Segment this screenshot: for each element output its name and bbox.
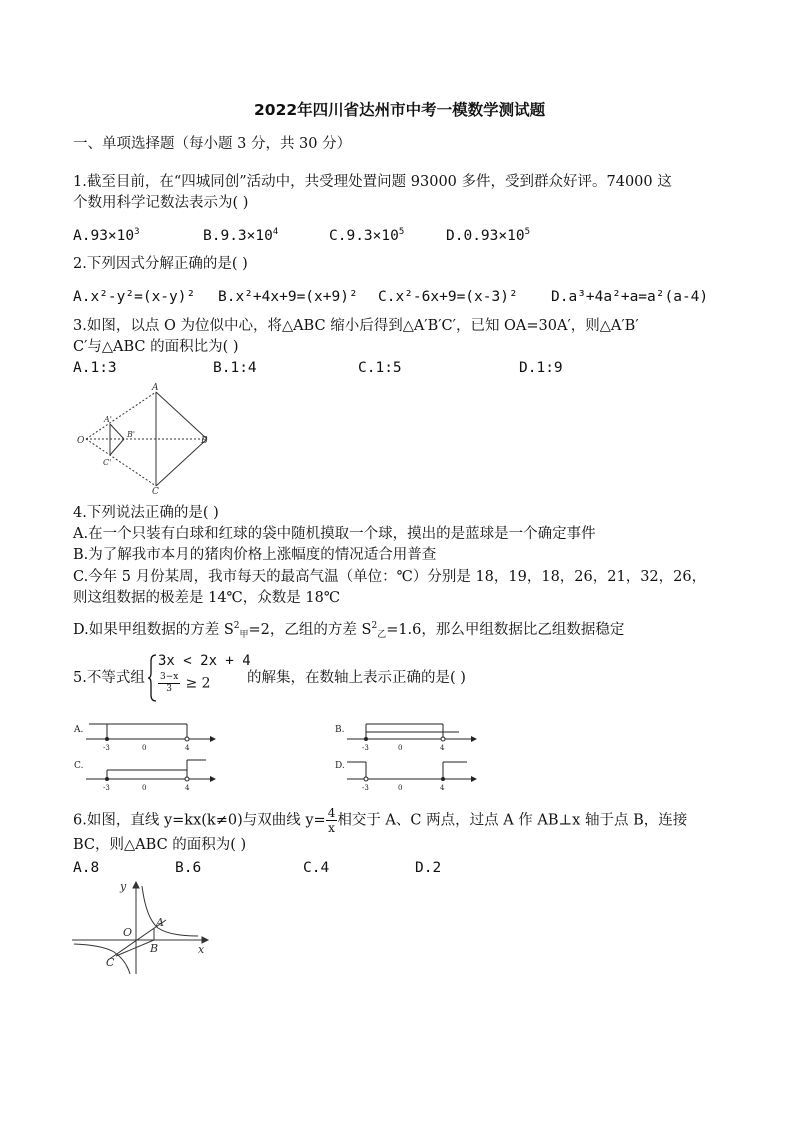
q5-d-tick-m3: -3 <box>362 784 369 792</box>
q6-option-d: D.2 <box>415 860 442 876</box>
q5-b-label: B. <box>335 725 345 735</box>
q3-option-c: C.1:5 <box>358 360 402 376</box>
q5-a-tick-4: 4 <box>185 744 190 752</box>
q6-option-c: C.4 <box>303 860 330 876</box>
q6-label-y: y <box>120 880 127 893</box>
fig-label-A-prime: A' <box>104 415 112 424</box>
q5-numberline-c <box>72 752 222 796</box>
q3-option-a: A.1:3 <box>73 360 117 376</box>
q5-d-tick-4: 4 <box>440 784 445 792</box>
q4-option-c-line1: C.今年 5 月份某周，我市每天的最高气温（单位：℃）分别是 18，19，18，26，21，32，26， <box>73 569 707 585</box>
q5-stem-pre: 5.不等式组 <box>73 670 145 686</box>
q5-rel: ≥ 2 <box>185 675 211 692</box>
page-title: 2022年四川省达州市中考一模数学测试题 <box>254 101 546 119</box>
q5-a-tick-m3: -3 <box>103 744 110 752</box>
fig-label-A: A <box>152 383 159 393</box>
q5-c-tick-0: 0 <box>142 784 147 792</box>
q1-option-b: $B.9.3\times 10^4$ <box>203 227 279 244</box>
section-heading: 一、单项选择题（每小题 3 分，共 30 分） <box>73 136 352 152</box>
q2-stem: 2.下列因式分解正确的是( ) <box>73 256 248 272</box>
q3-stem-line2: C′与△ABC 的面积比为( ) <box>73 339 239 355</box>
q5-numberline-d <box>333 752 483 796</box>
q6-label-C: C <box>106 956 115 969</box>
q6-label-O: O <box>123 926 133 939</box>
q4-option-c-line2: 则这组数据的极差是 14℃，众数是 18℃ <box>73 590 341 606</box>
q5-b-tick-4: 4 <box>440 744 445 752</box>
q6-frac-den: x <box>328 821 335 835</box>
q6-option-b: B.6 <box>175 860 202 876</box>
q1-option-a: $A.93\times 10^3$ <box>73 227 140 244</box>
brace-icon <box>148 653 158 703</box>
q5-c-label: C. <box>74 761 84 771</box>
q4-option-d: D.如果甲组数据的方差 $S^2_甲=2$，乙组的方差 $S^2_乙=1.6$，那么甲组数据比乙组数据稳定 <box>73 621 625 640</box>
q6-option-a: A.8 <box>73 860 100 876</box>
q1-option-d: $D.0.93\times 10^5$ <box>446 227 530 244</box>
q1-stem-line1: 1.截至目前，在“四城同创”活动中，共受理处置问题 93000 多件，受到群众好评。74000 这 <box>73 174 672 190</box>
q6-label-A: A <box>156 916 164 929</box>
q2-option-c: C.x²-6x+9=(x-3)² <box>378 289 518 305</box>
q3-stem-line1: 3.如图，以点 O 为位似中心，将△ABC 缩小后得到△A′B′C′，已知 OA=30A′，则△A′B′ <box>73 318 639 334</box>
q6-label-B: B <box>150 942 159 955</box>
q5-numberline-b <box>333 712 483 756</box>
q6-hyperbola-figure <box>70 878 215 978</box>
q3-similarity-figure <box>72 380 222 498</box>
q4-stem: 4.下列说法正确的是( ) <box>73 505 219 521</box>
fig-label-C: C <box>152 487 159 497</box>
q2-option-b: B.x²+4x+9=(x+9)² <box>218 289 358 305</box>
q6-stem-line2: BC，则△ABC 的面积为( ) <box>73 837 247 853</box>
q4-option-a: A.在一个只装有白球和红球的袋中随机摸取一个球，摸出的是蓝球是一个确定事件 <box>73 526 596 542</box>
q5-c-tick-m3: -3 <box>103 784 110 792</box>
q2-option-d: D.a³+4a²+a=a²(a-4) <box>551 289 709 305</box>
q5-frac-den: 3 <box>166 684 173 694</box>
q6-label-x: x <box>198 943 205 956</box>
q5-b-tick-m3: -3 <box>362 744 369 752</box>
q5-stem-post: 的解集，在数轴上表示正确的是( ) <box>247 670 466 686</box>
q5-d-label: D. <box>335 761 345 771</box>
q5-a-label: A. <box>74 725 84 735</box>
q5-frac-num: 3−x <box>160 672 179 682</box>
q5-c-tick-4: 4 <box>185 784 190 792</box>
q1-option-c: $C.9.3\times 10^5$ <box>329 227 405 244</box>
fig-label-O: O <box>77 436 85 446</box>
q5-d-tick-0: 0 <box>398 784 403 792</box>
q1-stem-line2: 个数用科学记数法表示为( ) <box>73 195 249 211</box>
q5-inequality-1: 3x < 2x + 4 <box>158 653 251 669</box>
q6-stem-line1: 6.如图，直线 y=kx(k≠0)与双曲线 y= $\frac{4}{x}$ 相交于 A、C 两点，过点 A 作 AB⊥x 轴于点 B，连接 <box>73 806 688 835</box>
q5-inequality-system <box>148 653 251 703</box>
fig-label-B: B <box>201 436 208 446</box>
fig-label-C-prime: C' <box>103 458 112 467</box>
fig-label-B-prime: B' <box>127 430 136 439</box>
q5-numberline-a <box>72 712 222 756</box>
q5-a-tick-0: 0 <box>142 744 147 752</box>
q4-option-b: B.为了解我市本月的猪肉价格上涨幅度的情况适合用普查 <box>73 547 437 563</box>
q5-b-tick-0: 0 <box>398 744 403 752</box>
q3-option-b: B.1:4 <box>213 360 257 376</box>
q5-inequality-2 <box>158 672 211 695</box>
q3-option-d: D.1:9 <box>519 360 563 376</box>
q6-frac-num: 4 <box>327 806 336 820</box>
q2-option-a: A.x²-y²=(x-y)² <box>73 289 196 305</box>
